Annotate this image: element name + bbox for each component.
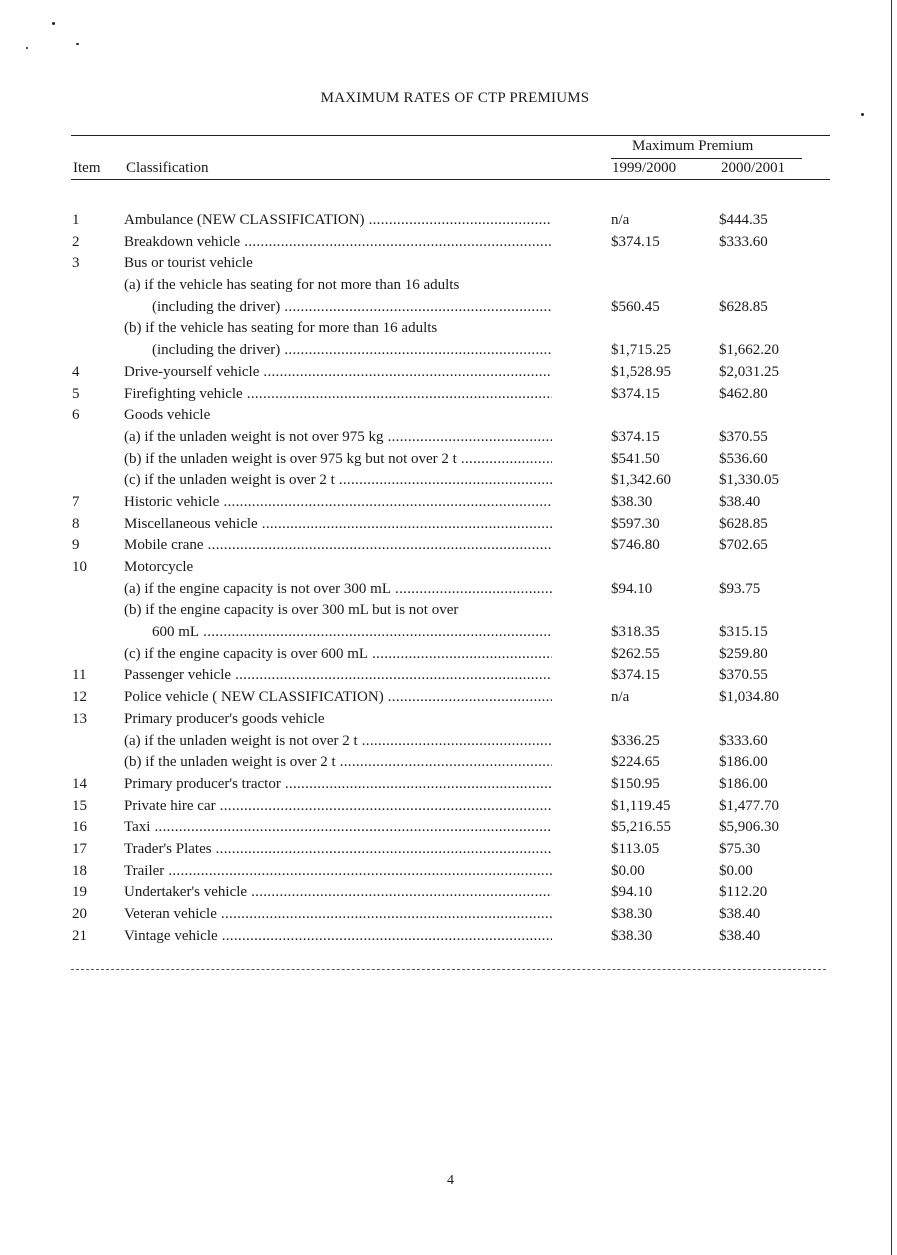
table-row xyxy=(0,709,897,731)
premium-1999-2000: $374.15 xyxy=(611,233,660,250)
premium-2000-2001: $444.35 xyxy=(719,212,768,228)
classification-label: (a) if the engine capacity is not over 300 mL ..... xyxy=(124,579,552,601)
classification-label: Ambulance (NEW CLASSIFICATION) ..... xyxy=(124,210,552,232)
premium-2000-2001: $702.65 xyxy=(719,537,768,554)
item-number: 5 xyxy=(72,385,80,402)
premium-2000-2001: $2,031.25 xyxy=(719,363,779,380)
classification-label: Goods vehicle xyxy=(124,407,211,424)
table-row xyxy=(0,427,897,449)
item-number: 6 xyxy=(72,407,80,424)
scan-speck xyxy=(26,47,28,49)
header-item: Item xyxy=(73,160,101,176)
premium-1999-2000: $1,528.95 xyxy=(611,363,671,380)
classification-label: (c) if the engine capacity is over 600 mL ..... xyxy=(124,644,552,666)
scan-speck xyxy=(76,43,79,45)
table-row xyxy=(0,470,897,492)
item-number: 12 xyxy=(72,689,87,706)
premium-1999-2000: $560.45 xyxy=(611,298,660,315)
classification-label: Taxi ..... xyxy=(124,817,552,839)
premium-1999-2000: $336.25 xyxy=(611,732,660,749)
classification-label: Motorcycle xyxy=(124,559,194,575)
table-bottom-rule xyxy=(71,969,826,970)
classification-label: (including the driver) ..... xyxy=(152,297,552,319)
classification-label: Miscellaneous vehicle ..... xyxy=(124,514,552,536)
premium-1999-2000: n/a xyxy=(611,212,630,228)
premium-1999-2000: $113.05 xyxy=(611,840,660,857)
classification-label: Breakdown vehicle ..... xyxy=(124,232,552,254)
classification-label: Firefighting vehicle ..... xyxy=(124,384,552,406)
premium-2000-2001: $1,330.05 xyxy=(719,472,779,489)
table-row xyxy=(0,774,897,796)
header-classification: Classification xyxy=(126,160,209,176)
header-max-premium: Maximum Premium xyxy=(632,138,754,154)
classification-label: Trailer ..... xyxy=(124,861,552,883)
classification-label: (b) if the unladen weight is over 2 t ..... xyxy=(124,752,552,774)
header-year-2000-2001: 2000/2001 xyxy=(721,160,786,176)
table-row xyxy=(0,796,897,818)
table-row xyxy=(0,731,897,753)
premium-1999-2000: $1,342.60 xyxy=(611,472,671,489)
table-row xyxy=(0,449,897,471)
table-row xyxy=(0,579,897,601)
premium-1999-2000: $224.65 xyxy=(611,754,660,771)
table-row xyxy=(0,253,897,275)
premium-2000-2001: $370.55 xyxy=(719,428,768,445)
item-number: 3 xyxy=(72,255,80,272)
premium-1999-2000: $38.30 xyxy=(611,906,653,922)
item-number: 2 xyxy=(72,233,80,250)
table-row xyxy=(0,904,897,926)
premium-2000-2001: $38.40 xyxy=(719,927,761,944)
premium-2000-2001: $370.55 xyxy=(719,667,768,684)
premium-2000-2001: $5,906.30 xyxy=(719,819,779,836)
premium-1999-2000: $38.30 xyxy=(611,493,653,510)
premium-1999-2000: $262.55 xyxy=(611,645,660,662)
premium-1999-2000: $94.10 xyxy=(611,884,653,901)
item-number: 20 xyxy=(72,906,87,922)
premium-2000-2001: $38.40 xyxy=(719,493,761,510)
premium-2000-2001: $333.60 xyxy=(719,233,768,250)
classification-label: Drive-yourself vehicle ..... xyxy=(124,362,552,384)
premium-table xyxy=(0,210,897,947)
item-number: 13 xyxy=(72,710,87,727)
table-row xyxy=(0,687,897,709)
item-number: 1 xyxy=(72,212,80,228)
table-row xyxy=(0,752,897,774)
premium-1999-2000: $541.50 xyxy=(611,450,660,467)
premium-2000-2001: $93.75 xyxy=(719,580,761,597)
classification-label: (c) if the unladen weight is over 2 t ..... xyxy=(124,470,552,492)
item-number: 7 xyxy=(72,493,80,510)
classification-label: Private hire car ..... xyxy=(124,796,552,818)
premium-2000-2001: $186.00 xyxy=(719,775,768,792)
classification-label: Vintage vehicle ..... xyxy=(124,926,552,948)
classification-label: Passenger vehicle ..... xyxy=(124,665,552,687)
table-row xyxy=(0,600,897,622)
item-number: 4 xyxy=(72,363,80,380)
classification-label: (including the driver) ..... xyxy=(152,340,552,362)
classification-label: (b) if the vehicle has seating for more than 16 adults xyxy=(124,320,438,337)
table-row xyxy=(0,514,897,536)
table-row xyxy=(0,665,897,687)
classification-label: (b) if the engine capacity is over 300 mL but is not over xyxy=(124,602,459,619)
classification-label: Primary producer's goods vehicle xyxy=(124,710,325,727)
table-row xyxy=(0,232,897,254)
premium-1999-2000: $5,216.55 xyxy=(611,819,671,836)
classification-label: (b) if the unladen weight is over 975 kg but not over 2 t ..... xyxy=(124,449,552,471)
classification-label: (a) if the unladen weight is not over 975 kg ..... xyxy=(124,427,552,449)
premium-1999-2000: $1,119.45 xyxy=(611,797,671,814)
table-row xyxy=(0,817,897,839)
item-number: 17 xyxy=(72,840,87,857)
table-row xyxy=(0,384,897,406)
premium-2000-2001: $315.15 xyxy=(719,624,768,641)
scan-speck xyxy=(861,113,864,116)
premium-2000-2001: $186.00 xyxy=(719,754,768,771)
scan-speck xyxy=(52,22,55,25)
item-number: 19 xyxy=(72,884,87,901)
item-number: 9 xyxy=(72,537,80,554)
premium-2000-2001: $1,034.80 xyxy=(719,689,779,706)
premium-2000-2001: $38.40 xyxy=(719,906,761,922)
table-row xyxy=(0,492,897,514)
table-row xyxy=(0,362,897,384)
classification-label: (a) if the vehicle has seating for not more than 16 adults xyxy=(124,277,460,294)
premium-1999-2000: n/a xyxy=(611,689,630,706)
classification-label: 600 mL ..... xyxy=(152,622,552,644)
table-row xyxy=(0,340,897,362)
table-row xyxy=(0,210,897,232)
premium-1999-2000: $746.80 xyxy=(611,537,660,554)
premium-2000-2001: $462.80 xyxy=(719,385,768,402)
premium-2000-2001: $628.85 xyxy=(719,298,768,315)
classification-label: Historic vehicle ..... xyxy=(124,492,552,514)
item-number: 14 xyxy=(72,775,87,792)
classification-label: Police vehicle ( NEW CLASSIFICATION) ..... xyxy=(124,687,552,709)
item-number: 15 xyxy=(72,797,87,814)
premium-1999-2000: $374.15 xyxy=(611,385,660,402)
premium-1999-2000: $0.00 xyxy=(611,862,645,879)
classification-label: (a) if the unladen weight is not over 2 t ..... xyxy=(124,731,552,753)
classification-label: Mobile crane ..... xyxy=(124,535,552,557)
classification-label: Veteran vehicle ..... xyxy=(124,904,552,926)
classification-label: Primary producer's tractor ..... xyxy=(124,774,552,796)
premium-1999-2000: $1,715.25 xyxy=(611,342,671,359)
item-number: 11 xyxy=(72,667,87,684)
premium-1999-2000: $597.30 xyxy=(611,515,660,532)
premium-1999-2000: $374.15 xyxy=(611,428,660,445)
table-row xyxy=(0,926,897,948)
table-row xyxy=(0,861,897,883)
document-title: MAXIMUM RATES OF CTP PREMIUMS xyxy=(320,90,590,106)
item-number: 8 xyxy=(72,515,80,532)
table-row xyxy=(0,405,897,427)
premium-1999-2000: $38.30 xyxy=(611,927,653,944)
premium-2000-2001: $259.80 xyxy=(719,645,768,662)
classification-label: Bus or tourist vehicle xyxy=(124,255,253,272)
item-number: 10 xyxy=(72,559,87,575)
item-number: 21 xyxy=(72,927,87,944)
item-number: 16 xyxy=(72,819,87,836)
table-row xyxy=(0,318,897,340)
classification-label: Trader's Plates ..... xyxy=(124,839,552,861)
page-number: 4 xyxy=(447,1173,454,1188)
premium-2000-2001: $0.00 xyxy=(719,862,753,879)
table-row xyxy=(0,644,897,666)
table-row xyxy=(0,622,897,644)
premium-1999-2000: $374.15 xyxy=(611,667,660,684)
premium-1999-2000: $150.95 xyxy=(611,775,660,792)
table-row xyxy=(0,275,897,297)
premium-2000-2001: $333.60 xyxy=(719,732,768,749)
table-row xyxy=(0,297,897,319)
premium-2000-2001: $75.30 xyxy=(719,840,761,857)
premium-2000-2001: $536.60 xyxy=(719,450,768,467)
header-year-1999-2000: 1999/2000 xyxy=(612,160,677,176)
header-top-rule xyxy=(71,135,830,136)
table-row xyxy=(0,535,897,557)
premium-2000-2001: $1,662.20 xyxy=(719,342,779,359)
table-row xyxy=(0,557,897,579)
item-number: 18 xyxy=(72,862,87,879)
table-row xyxy=(0,882,897,904)
table-row xyxy=(0,839,897,861)
premium-2000-2001: $112.20 xyxy=(719,884,768,901)
max-premium-rule xyxy=(611,158,802,159)
premium-2000-2001: $628.85 xyxy=(719,515,768,532)
premium-1999-2000: $318.35 xyxy=(611,624,660,641)
premium-2000-2001: $1,477.70 xyxy=(719,797,779,814)
classification-label: Undertaker's vehicle ..... xyxy=(124,882,552,904)
premium-1999-2000: $94.10 xyxy=(611,580,653,597)
header-bottom-rule xyxy=(71,179,830,180)
